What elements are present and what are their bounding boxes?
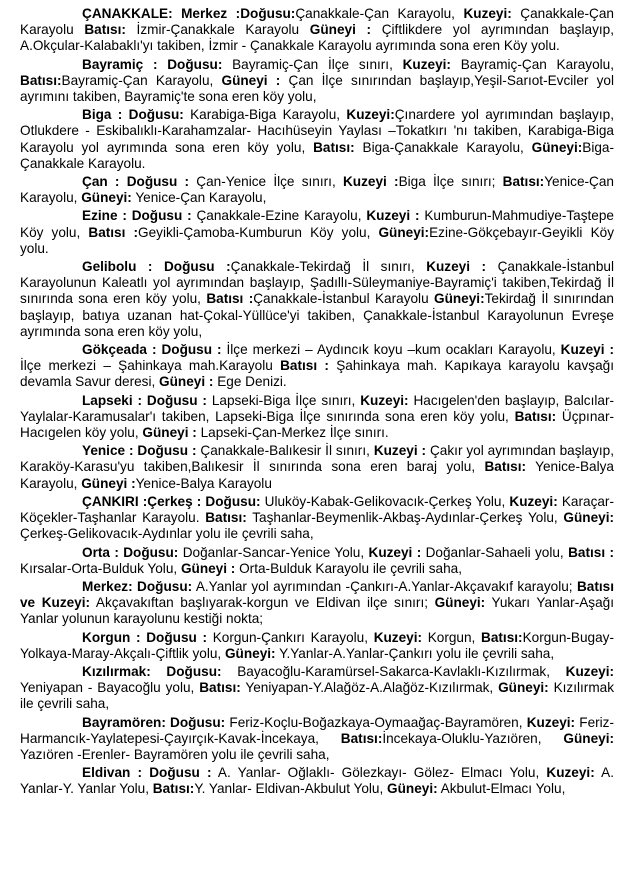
boundary-text: Doğanlar-Sancar-Yenice Yolu,	[178, 544, 369, 560]
boundary-label: Güneyi:	[531, 139, 583, 155]
boundary-label: Lapseki : Doğusu :	[82, 392, 207, 408]
paragraph	[20, 259, 614, 340]
boundary-label: Biga : Doğusu:	[82, 107, 184, 123]
boundary-label: Kuzeyi:	[373, 629, 423, 645]
boundary-label: Doğusu:	[240, 6, 296, 21]
boundary-label: ÇANKIRI :Çerkeş : Doğusu:	[82, 493, 261, 509]
boundary-label: Batısı :	[568, 544, 614, 560]
boundary-text: Ezine-Gökçebayır-Geyikli Köy yolu.	[20, 224, 614, 256]
boundary-text: Yenice-Çan Karayolu,	[20, 174, 614, 206]
boundary-label: Batısı :	[280, 358, 329, 374]
boundary-label: Batısı :	[88, 224, 139, 240]
boundary-label: Yenice : Doğusu :	[82, 443, 197, 459]
document-body	[20, 6, 614, 798]
boundary-label: Kuzeyi:	[360, 392, 409, 408]
boundary-label: Güneyi:	[498, 680, 549, 696]
boundary-label: Ezine : Doğusu :	[82, 208, 192, 224]
paragraph	[20, 393, 614, 442]
boundary-text: Karaçar-Köçekler-Taşhanlar Karayolu.	[20, 493, 614, 526]
boundary-text: Korgun,	[422, 629, 482, 645]
boundary-label: Kızılırmak: Doğusu:	[82, 663, 222, 679]
paragraph	[20, 107, 614, 172]
boundary-text: İzmir-Çanakkale Karayolu	[125, 22, 310, 38]
boundary-label: Kuzeyi:	[509, 493, 558, 509]
paragraph	[20, 57, 614, 106]
boundary-label: Korgun : Doğusu :	[82, 629, 208, 645]
boundary-label: Batısı:	[340, 730, 383, 746]
boundary-label: Batısı:	[84, 22, 126, 38]
boundary-text: Karabiga-Biga Karayolu,	[183, 107, 347, 123]
boundary-text: Uluköy-Kabak-Gelikovacık-Çerkeş Yolu,	[260, 493, 510, 509]
boundary-label: Eldivan : Doğusu :	[82, 765, 212, 781]
boundary-label: Kuzeyi :	[373, 443, 427, 459]
boundary-text: Biga-Çanakkale Karayolu,	[354, 139, 532, 155]
paragraph	[20, 579, 614, 628]
boundary-text: Çanakkale-İstanbul Karayolunun Kaleatlı yol ayrımından başlayıp, Şadıllı-Süleymaniye-Bayramiç'i takiben,Tekirdağ İl sınırında sona eren köy yolu,	[20, 259, 614, 307]
boundary-text: A.Yanlar yol ayrımından -Çankırı-A.Yanlar-Akçavakıf karayolu;	[192, 578, 577, 594]
boundary-text: A. Yanlar- Oğlaklı- Gölezkayı- Gölez- Elmacı Yolu,	[211, 765, 547, 781]
boundary-text: Çan İlçe sınırından başlayıp,Yeşil-Sarıot-Evciler yol ayrımını takiben, Bayramiç'te sona eren köy yolu,	[20, 72, 614, 105]
boundary-text: Yeniyapan - Bayacoğlu yolu,	[20, 680, 200, 696]
boundary-text: Çanakkale-Ezine Karayolu,	[191, 208, 367, 224]
boundary-label: Kuzeyi :	[342, 174, 399, 190]
boundary-text: Yukarı Yanlar-Aşağı Yanlar yolunun karayolunu kestiği nokta;	[20, 595, 614, 627]
boundary-text: Tekirdağ İl sınırından başlayıp, batıya uzanan hat-Çokal-Yüllüce'yi takiben, Çanakkale-İstanbul Karayolunun Evreşe ayrımında sona eren köy yolu,	[20, 291, 614, 339]
boundary-text: Kumburun-Mahmudiye-Taştepe Köy yolu,	[20, 208, 614, 240]
boundary-label: Güneyi:	[563, 730, 615, 746]
boundary-label: Batısı :	[206, 291, 254, 307]
boundary-text: Y. Yanlar- Eldivan-Akbulut Yolu,	[194, 781, 388, 797]
boundary-label: Güneyi:	[378, 224, 430, 240]
boundary-label: Batısı ve Kuzeyi:	[20, 578, 615, 611]
boundary-label: Batısı:	[514, 408, 557, 424]
boundary-text: Bayramiç-Çan İlçe sınırı,	[222, 56, 403, 72]
boundary-text: Biga İlçe sınırı;	[398, 174, 503, 190]
paragraph	[20, 208, 614, 257]
boundary-label: Batısı:	[205, 510, 247, 526]
boundary-label: Batısı:	[199, 680, 241, 696]
boundary-label: Kuzeyi:	[546, 765, 595, 781]
boundary-label: Güneyi:	[434, 291, 485, 307]
boundary-label: Güneyi :	[221, 72, 281, 88]
boundary-label: Güneyi:	[434, 595, 486, 611]
boundary-label: Güneyi:	[81, 190, 132, 206]
boundary-label: Bayramören: Doğusu:	[82, 714, 226, 730]
boundary-text: Biga-Çanakkale Karayolu.	[20, 139, 614, 171]
boundary-label: ÇANAKKALE: Merkez :	[82, 6, 241, 21]
paragraph	[20, 630, 614, 662]
boundary-label: Güneyi :	[142, 425, 197, 441]
boundary-text: Yeniyapan-Y.Alağöz-A.Alağöz-Kızılırmak,	[240, 680, 499, 696]
boundary-text: Çanakkale-Tekirdağ İl sınırı,	[230, 259, 427, 275]
boundary-text: Çınardere yol ayrımından başlayıp, Otlukdere - Eskibalıklı-Karahamzalar- Hacıhüseyin Yaylası –Tokatkırı 'nı takiben, Karabiga-Biga Karayolu yol ayrımında sona eren köy yolu,	[20, 107, 614, 155]
boundary-text: Çakır yol ayrımından başlayıp, Karaköy-Karasu'yu takiben,Balıkesir İl sınırında sona eren baraj yolu,	[20, 443, 615, 475]
paragraph	[20, 6, 614, 55]
boundary-text: Çanakkale-İstanbul Karayolu	[253, 291, 434, 307]
boundary-label: Kuzeyi :	[426, 259, 487, 275]
boundary-text: Lapseki-Biga İlçe sınırı,	[206, 392, 361, 408]
boundary-label: Kuzeyi:	[463, 6, 512, 21]
boundary-text: Feriz-Koçlu-Boğazkaya-Oymaağaç-Bayramören,	[225, 714, 527, 730]
boundary-text: A. Yanlar-Y. Yanlar Yolu,	[20, 765, 614, 797]
boundary-label: Merkez: Doğusu:	[82, 578, 193, 594]
boundary-text: Hacıgelen'den başlayıp, Balcılar-Yaylalar-Karamusalar'ı takiben, Lapseki-Biga İlçe sınırında sona eren köy yolu,	[20, 392, 614, 424]
boundary-label: Bayramiç : Doğusu:	[82, 56, 223, 72]
boundary-label: Kuzeyi:	[402, 56, 451, 72]
boundary-label: Güneyi:	[224, 645, 276, 661]
boundary-text: Yenice-Balya Karayolu	[135, 475, 272, 491]
boundary-text: Korgun-Çankırı Karayolu,	[207, 629, 374, 645]
paragraph	[20, 342, 614, 391]
boundary-text: Yazıören -Erenler- Bayramören yolu ile çevrili saha,	[20, 746, 330, 762]
boundary-text: Y.Yanlar-A.Yanlar-Çankırı yolu ile çevrili saha,	[275, 645, 555, 661]
boundary-text: Orta-Bulduk Karayolu ile çevrili saha,	[235, 560, 462, 576]
paragraph	[20, 715, 614, 764]
paragraph	[20, 664, 614, 713]
boundary-text: Akbulut-Elmacı Yolu,	[437, 781, 566, 797]
boundary-text: Doğanlar-Sahaeli yolu,	[421, 544, 569, 560]
boundary-text: Çanakkale-Çan Karayolu	[20, 6, 614, 38]
boundary-text: Kırsalar-Orta-Bulduk Yolu,	[20, 560, 181, 576]
boundary-text: Taşhanlar-Beymenlik-Akbaş-Aydınlar-Çerkeş Yolu,	[246, 510, 564, 526]
boundary-label: Kuzeyi :	[560, 342, 614, 358]
boundary-label: Kuzeyi:	[346, 107, 395, 123]
boundary-text: İncekaya-Oluklu-Yazıören,	[382, 730, 564, 746]
boundary-text: Çan-Yenice İlçe sınırı,	[189, 174, 343, 190]
boundary-label: Kuzeyi :	[366, 208, 420, 224]
boundary-text: Çanakkale-Çan Karayolu,	[295, 6, 464, 21]
boundary-label: Güneyi:	[563, 510, 615, 526]
boundary-text: Korgun-Bugay-Yolkaya-Maray-Akçalı-Çiftlik yolu,	[20, 629, 614, 661]
boundary-text: İlçe merkezi – Aydıncık koyu –kum ocakları Karayolu,	[221, 342, 561, 358]
paragraph	[20, 443, 614, 492]
paragraph	[20, 545, 614, 577]
boundary-label: Çan : Doğusu :	[82, 174, 190, 190]
boundary-text: Üçpınar-Hacıgelen köy yolu,	[20, 408, 614, 441]
boundary-label: Kuzeyi:	[526, 714, 576, 730]
paragraph	[20, 494, 614, 543]
paragraph	[20, 174, 614, 206]
boundary-text: Çerkeş-Gelikovacık-Aydınlar yolu ile çevrili saha,	[20, 526, 314, 542]
boundary-text: Şahinkaya mah. Kapıkaya karayolu kavşağı devamla Savur deresi,	[20, 358, 614, 390]
boundary-label: Gökçeada : Doğusu :	[82, 342, 222, 358]
boundary-label: Güneyi :	[180, 560, 236, 576]
boundary-label: Güneyi:	[387, 781, 438, 797]
boundary-text: Çiftlikdere yol ayrımından başlayıp, A.Okçular-Kalabaklı'yı takiben, İzmir - Çanakkale Karayolu ayrımında sona eren Köy yolu.	[20, 22, 614, 54]
boundary-text: Geyikli-Çamoba-Kumburun Köy yolu,	[138, 224, 379, 240]
boundary-text: İlçe merkezi – Şahinkaya mah.Karayolu	[20, 358, 281, 374]
paragraph	[20, 765, 614, 797]
boundary-text: Ege Denizi.	[213, 374, 287, 390]
boundary-text: Yenice-Çan Karayolu,	[131, 190, 267, 206]
boundary-label: Güneyi :	[159, 374, 214, 390]
boundary-text: Bayramiç-Çan Karayolu,	[450, 56, 614, 72]
boundary-label: Güneyi :	[309, 22, 372, 38]
boundary-text: Çanakkale-Balıkesir İl sınırı,	[196, 443, 374, 459]
boundary-label: Kuzeyi:	[565, 663, 615, 679]
boundary-label: Kuzeyi :	[368, 544, 422, 560]
boundary-label: Batısı:	[313, 139, 355, 155]
boundary-label: Batısı:	[484, 459, 527, 475]
boundary-text: Akçavakıftan başlıyarak-korgun ve Eldivan ilçe sınırı;	[90, 595, 435, 611]
boundary-label: Batısı:	[152, 781, 195, 797]
boundary-label: Orta : Doğusu:	[82, 544, 179, 560]
boundary-text: Feriz-Harmancık-Yaylatepesi-Çayırçık-Kavak-İncekaya,	[20, 714, 614, 746]
boundary-label: Batısı:	[502, 174, 545, 190]
boundary-text: Bayramiç-Çan Karayolu,	[61, 72, 222, 88]
boundary-label: Batısı:	[481, 629, 523, 645]
boundary-text: Kızılırmak ile çevrili saha,	[20, 680, 614, 712]
boundary-text: Bayacoğlu-Karamürsel-Sakarca-Kavlaklı-Kızılırmak,	[221, 663, 566, 679]
boundary-label: Gelibolu : Doğusu :	[82, 259, 231, 275]
boundary-text: Lapseki-Çan-Merkez İlçe sınırı.	[196, 425, 389, 441]
boundary-label: Batısı:	[20, 72, 62, 88]
boundary-label: Güneyi :	[81, 475, 136, 491]
boundary-text: Yenice-Balya Karayolu,	[20, 459, 614, 491]
